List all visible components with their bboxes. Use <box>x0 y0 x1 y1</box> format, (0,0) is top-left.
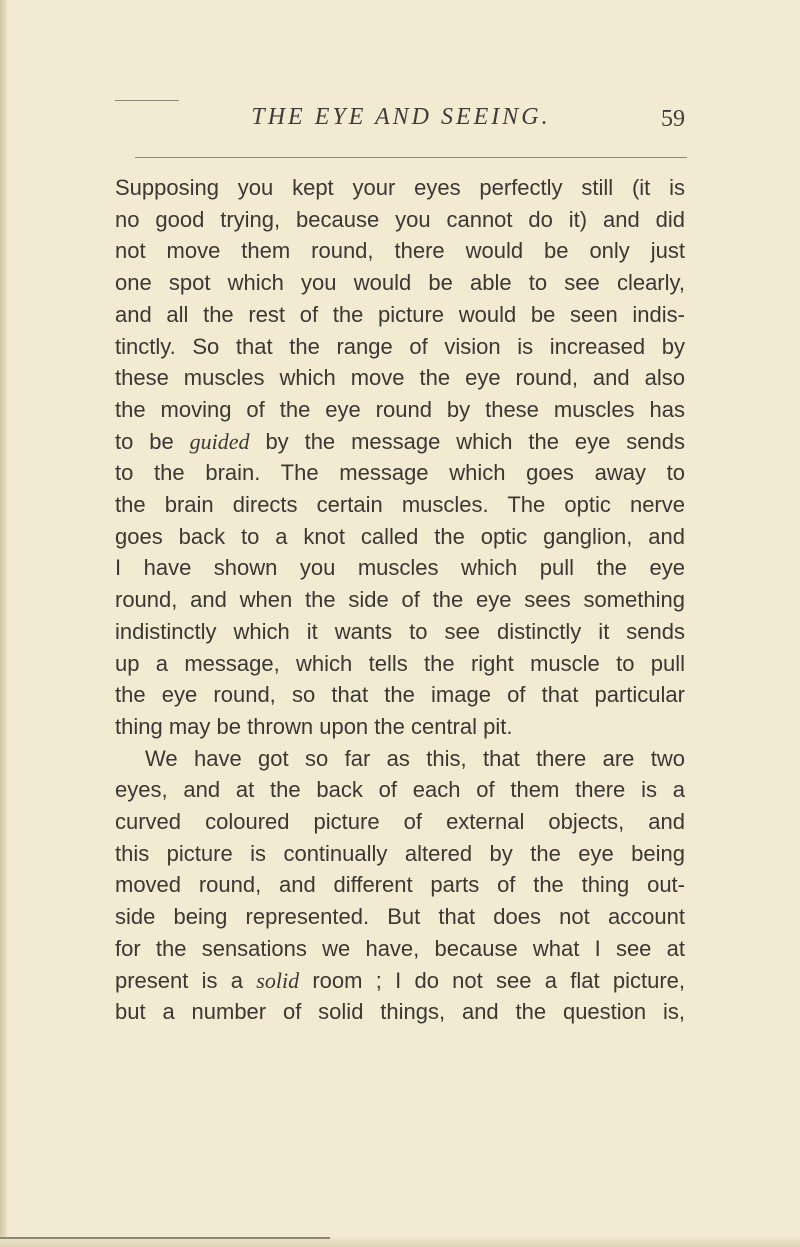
text-line: Supposing you kept your eyes perfectly still (it is <box>115 175 685 200</box>
bottom-rule <box>0 1237 330 1239</box>
text-line: I have shown you muscles which pull the eye <box>115 555 685 581</box>
text-line: the brain directs certain muscles. The optic nerve <box>115 492 685 518</box>
header-rule-left <box>115 100 179 101</box>
text-line: but a number of solid things, and the question is, <box>115 999 685 1025</box>
text-line: for the sensations we have, because what I see at <box>115 935 685 961</box>
text-line: one spot which you would be able to see clearly, <box>115 270 685 296</box>
text-line <box>115 426 685 458</box>
text-line: the moving of the eye round by these muscles has <box>115 396 685 422</box>
text-line: these muscles which move the eye round, and also <box>115 365 685 391</box>
binding-edge <box>0 0 7 1247</box>
text-line: and all the rest of the picture would be seen indis- <box>115 301 685 327</box>
text-line: moved round, and different parts of the thing out- <box>115 872 685 898</box>
text-run: room ; I do not see a flat picture, <box>299 967 685 993</box>
paragraph-1 <box>115 172 685 743</box>
text-line: this picture is continually altered by the eye being <box>115 840 685 866</box>
text-line <box>115 965 685 997</box>
text-line: We have got so far as this, that there are two <box>145 745 685 771</box>
text-run: by the message which the eye sends <box>249 428 685 454</box>
text-run: present is a <box>115 967 257 993</box>
page-title: THE EYE AND SEEING. <box>251 104 551 130</box>
body-text <box>115 172 685 1028</box>
text-line: curved coloured picture of external objects, and <box>115 809 685 835</box>
text-line: no good trying, because you cannot do it) and did <box>115 206 685 232</box>
text-line: tinctly. So that the range of vision is increased by <box>115 333 685 359</box>
text-line: up a message, which tells the right muscle to pull <box>115 650 685 676</box>
page-number: 59 <box>661 106 685 132</box>
text-line: thing may be thrown upon the central pit. <box>115 713 513 739</box>
text-line: indistinctly which it wants to see distinctly it sends <box>115 618 685 644</box>
header-rule <box>135 157 687 158</box>
text-line: goes back to a knot called the optic ganglion, and <box>115 523 685 549</box>
text-line: the eye round, so that the image of that particular <box>115 682 685 708</box>
text-run: to be <box>115 428 190 454</box>
text-line: to the brain. The message which goes away to <box>115 460 685 486</box>
italic-word: guided <box>189 428 250 454</box>
paragraph-2 <box>115 743 685 1028</box>
text-line: round, and when the side of the eye sees something <box>115 587 685 613</box>
text-line: side being represented. But that does not account <box>115 904 685 930</box>
text-line: eyes, and at the back of each of them there is a <box>115 777 685 803</box>
running-head <box>115 100 687 160</box>
italic-word: solid <box>256 967 300 993</box>
text-line: not move them round, there would be only just <box>115 238 685 264</box>
